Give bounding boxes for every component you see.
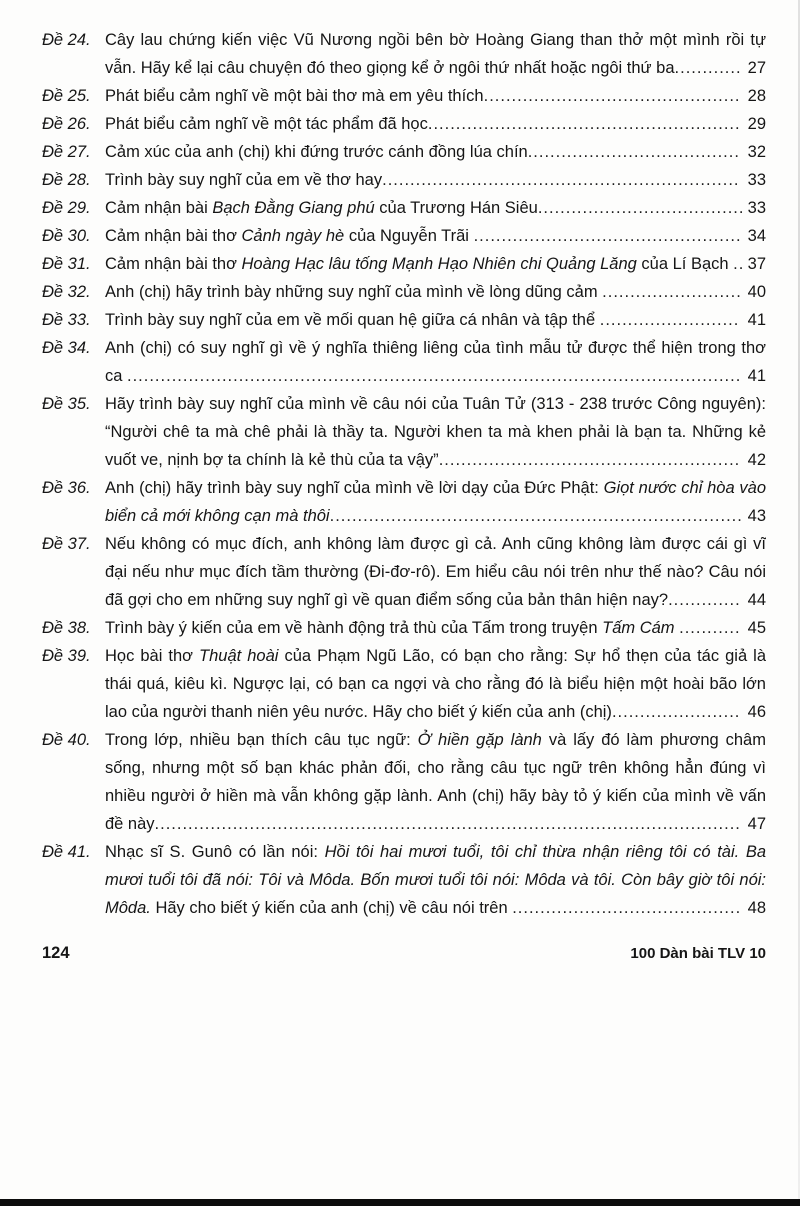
- entry-text-segment: Anh (chị) hãy trình bày những suy nghĩ của mình về lòng dũng cảm: [105, 283, 603, 301]
- entry-label: Đề 34.: [42, 339, 91, 357]
- toc-entry: [42, 278, 766, 306]
- entry-body: [105, 222, 766, 250]
- entry-page-number: 41: [747, 367, 766, 385]
- work-title-italic: Ở hiền gặp lành: [417, 731, 542, 749]
- entry-page-number: 41: [747, 311, 766, 329]
- entry-body: [105, 250, 766, 278]
- toc-entry: [42, 838, 766, 922]
- toc-entry: [42, 642, 766, 726]
- entry-body: [105, 474, 766, 530]
- entry-text-segment: Hãy cho biết ý kiến của anh (chị) về câu nói trên: [150, 899, 513, 917]
- entry-text-segment: Trình bày ý kiến của em về hành động trả thù của Tấm trong truyện: [105, 619, 603, 637]
- dotted-leader: ..............................................................................................................: [127, 367, 742, 385]
- entry-text-segment: Trong lớp, nhiều bạn thích câu tục ngữ:: [105, 731, 418, 749]
- dotted-leader: ..............................................: [483, 87, 741, 105]
- work-title-italic: Tấm Cám: [602, 619, 675, 637]
- entry-label: Đề 40.: [42, 731, 91, 749]
- entry-body: [105, 138, 766, 166]
- entry-label: Đề 38.: [42, 619, 91, 637]
- toc-entry: [42, 530, 766, 614]
- toc-entry: [42, 166, 766, 194]
- toc-entry: [42, 222, 766, 250]
- entry-label: Đề 28.: [42, 171, 91, 189]
- toc-entry: [42, 250, 766, 278]
- entry-text: [105, 171, 382, 189]
- entry-text-segment: của Phạm Ngũ Lão, có bạn cho rằng: Sự hổ thẹn của tác giả là thái quá, kiêu kì. Ngược lại, có bạn ca ngợi và cho rằng đó là biểu hiện một hoài bão lớn lao của người thanh niên yêu nước. Hãy cho biết ý kiến của anh (chị): [105, 647, 766, 721]
- entry-body: [105, 26, 766, 82]
- entry-page-number: 28: [747, 87, 766, 105]
- dotted-leader: .............: [668, 591, 741, 609]
- dotted-leader: .........................: [602, 283, 742, 301]
- footer-book-title: 100 Dàn bài TLV 10: [630, 945, 766, 962]
- toc-entry: [42, 110, 766, 138]
- entry-body: [105, 110, 766, 138]
- entry-text-segment: Trình bày suy nghĩ của em về thơ hay: [105, 171, 383, 189]
- entry-text: [105, 255, 733, 273]
- entry-label: Đề 30.: [42, 227, 91, 245]
- toc-entry: [42, 614, 766, 642]
- toc-entry: [42, 334, 766, 390]
- dotted-leader: .......................: [611, 703, 741, 721]
- entry-label: Đề 33.: [42, 311, 91, 329]
- entry-text-segment: Phát biểu cảm nghĩ về một tác phẩm đã học: [105, 115, 428, 133]
- entry-label: Đề 26.: [42, 115, 91, 133]
- entry-body: [105, 390, 766, 474]
- entry-text-segment: của Nguyễn Trãi: [344, 227, 474, 245]
- entry-page-number: 27: [747, 59, 766, 77]
- entry-label: Đề 37.: [42, 535, 91, 553]
- entry-page-number: 29: [747, 115, 766, 133]
- entry-text: [105, 199, 538, 217]
- entry-label: Đề 27.: [42, 143, 91, 161]
- entry-page-number: 44: [747, 591, 766, 609]
- entry-text: [105, 143, 528, 161]
- work-title-italic: Thuật hoài: [199, 647, 279, 665]
- dotted-leader: .....................................: [537, 199, 745, 217]
- entry-label: Đề 41.: [42, 843, 91, 861]
- entry-body: [105, 278, 766, 306]
- page-footer: [42, 944, 766, 963]
- entry-label: Đề 24.: [42, 31, 91, 49]
- entry-text: [105, 31, 766, 77]
- entry-body: [105, 530, 766, 614]
- entry-text: [105, 87, 484, 105]
- toc-list: [42, 26, 766, 922]
- dotted-leader: ......................................................: [438, 451, 741, 469]
- entry-body: [105, 642, 766, 726]
- entry-body: [105, 82, 766, 110]
- work-title-italic: Giọt nước chỉ hòa vào biển cả mới không cạn mà thôi: [105, 479, 766, 525]
- entry-body: [105, 726, 766, 838]
- entry-page-number: 32: [747, 143, 766, 161]
- work-title-italic: Hoàng Hạc lâu tống Mạnh Hạo Nhiên chi Quảng Lăng: [241, 255, 637, 273]
- entry-body: [105, 838, 766, 922]
- entry-page-number: 43: [747, 507, 766, 525]
- entry-body: [105, 166, 766, 194]
- entry-page-number: 45: [747, 619, 766, 637]
- entry-text-segment: Phát biểu cảm nghĩ về một bài thơ mà em yêu thích: [105, 87, 484, 105]
- dotted-leader: ................................................: [473, 227, 742, 245]
- toc-entry: [42, 82, 766, 110]
- entry-text: [105, 227, 474, 245]
- entry-label: Đề 32.: [42, 283, 91, 301]
- toc-entry: [42, 194, 766, 222]
- entry-body: [105, 306, 766, 334]
- dotted-leader: ..: [733, 255, 745, 273]
- entry-text-segment: Cảm nhận bài thơ: [105, 255, 242, 273]
- entry-page-number: 33: [747, 171, 766, 189]
- dotted-leader: .........................................: [512, 899, 742, 917]
- dotted-leader: .........................: [599, 311, 740, 329]
- toc-entry: [42, 26, 766, 82]
- entry-text-segment: Cây lau chứng kiến việc Vũ Nương ngồi bên bờ Hoàng Giang than thở một mình rồi tự vẫn. Hãy kể lại câu chuyện đó theo giọng kể ở ngôi thứ nhất hoặc ngôi thứ ba: [105, 31, 766, 77]
- entry-text-segment: Học bài thơ: [105, 647, 200, 665]
- entry-text-segment: Anh (chị) hãy trình bày suy nghĩ của mình về lời dạy của Đức Phật:: [105, 479, 604, 497]
- entry-text-segment: Cảm nhận bài: [105, 199, 213, 217]
- scan-edge-bottom-artifact: [0, 1199, 800, 1206]
- entry-page-number: 47: [747, 815, 766, 833]
- entry-text-segment: của Trương Hán Siêu: [374, 199, 538, 217]
- entry-text: [105, 283, 602, 301]
- entry-label: Đề 25.: [42, 87, 91, 105]
- toc-entry: [42, 474, 766, 530]
- entry-text: [105, 115, 428, 133]
- entry-page-number: 40: [747, 283, 766, 301]
- entry-label: Đề 36.: [42, 479, 91, 497]
- work-title-italic: Hồi tôi hai mươi tuổi, tôi chỉ thừa nhận riêng tôi có tài. Ba mươi tuổi tôi đã nói: Tôi và Môda. Bốn mươi tuổi tôi nói: Môda và tôi. Còn bây giờ tôi nói: Môda.: [105, 843, 766, 917]
- dotted-leader: ............: [674, 59, 742, 77]
- entry-text-segment: Cảm nhận bài thơ: [105, 227, 242, 245]
- entry-text-segment: của Lí Bạch: [636, 255, 734, 273]
- dotted-leader: ...........: [679, 619, 741, 637]
- entry-text: [105, 535, 766, 609]
- entry-body: [105, 194, 766, 222]
- work-title-italic: Bạch Đằng Giang phú: [212, 199, 375, 217]
- entry-label: Đề 29.: [42, 199, 91, 217]
- dotted-leader: ........................................................: [427, 115, 741, 133]
- entry-page-number: 33: [747, 199, 766, 217]
- toc-entry: [42, 138, 766, 166]
- entry-body: [105, 334, 766, 390]
- entry-body: [105, 614, 766, 642]
- entry-text: [105, 619, 679, 637]
- entry-text-segment: và lấy đó làm phương châm sống, nhưng một số bạn khác phản đối, cho rằng câu tục ngữ trên không hẳn đúng vì nhiều người ở hiền mà vẫn không gặp lành. Anh (chị) hãy bày tỏ ý kiến của mình về vấn đề này: [105, 731, 766, 833]
- toc-entry: [42, 306, 766, 334]
- entry-page-number: 34: [747, 227, 766, 245]
- entry-page-number: 46: [747, 703, 766, 721]
- dotted-leader: ................................................................: [382, 171, 740, 189]
- entry-text: [105, 311, 600, 329]
- entry-text-segment: Anh (chị) có suy nghĩ gì về ý nghĩa thiêng liêng của tình mẫu tử được thể hiện trong thơ ca: [105, 339, 766, 385]
- entry-text-segment: Hãy trình bày suy nghĩ của mình về câu nói của Tuân Tử (313 - 238 trước Công nguyên): “Người chê ta mà chê phải là thầy ta. Người khen ta mà khen phải là bạn ta. Những kẻ vuốt ve, nịnh bợ ta chính là kẻ thù của ta vậy”: [105, 395, 766, 469]
- toc-entry: [42, 726, 766, 838]
- work-title-italic: Cảnh ngày hè: [241, 227, 345, 245]
- entry-page-number: 42: [747, 451, 766, 469]
- entry-page-number: 37: [747, 255, 766, 273]
- entry-text-segment: Trình bày suy nghĩ của em về mối quan hệ giữa cá nhân và tập thể: [105, 311, 600, 329]
- dotted-leader: ..........................................................................: [329, 507, 743, 525]
- entry-text-segment: Nhạc sĩ S. Gunô có lần nói:: [105, 843, 325, 861]
- entry-label: Đề 39.: [42, 647, 91, 665]
- toc-entry: [42, 390, 766, 474]
- dotted-leader: ......................................: [527, 143, 740, 161]
- entry-label: Đề 31.: [42, 255, 91, 273]
- entry-page-number: 48: [747, 899, 766, 917]
- entry-label: Đề 35.: [42, 395, 91, 413]
- entry-text-segment: Cảm xúc của anh (chị) khi đứng trước cánh đồng lúa chín: [105, 143, 528, 161]
- entry-text-segment: Nếu không có mục đích, anh không làm được gì cả. Anh cũng không làm được cái gì vĩ đại nếu như mục đích tầm thường (Đi-đơ-rô). Em hiểu câu nói trên như thế nào? Câu nói đã gợi cho em những suy nghĩ gì về quan điểm sống của bản thân hiện nay?: [105, 535, 766, 609]
- dotted-leader: .........................................................................................................: [154, 815, 741, 833]
- footer-page-number: 124: [42, 944, 70, 962]
